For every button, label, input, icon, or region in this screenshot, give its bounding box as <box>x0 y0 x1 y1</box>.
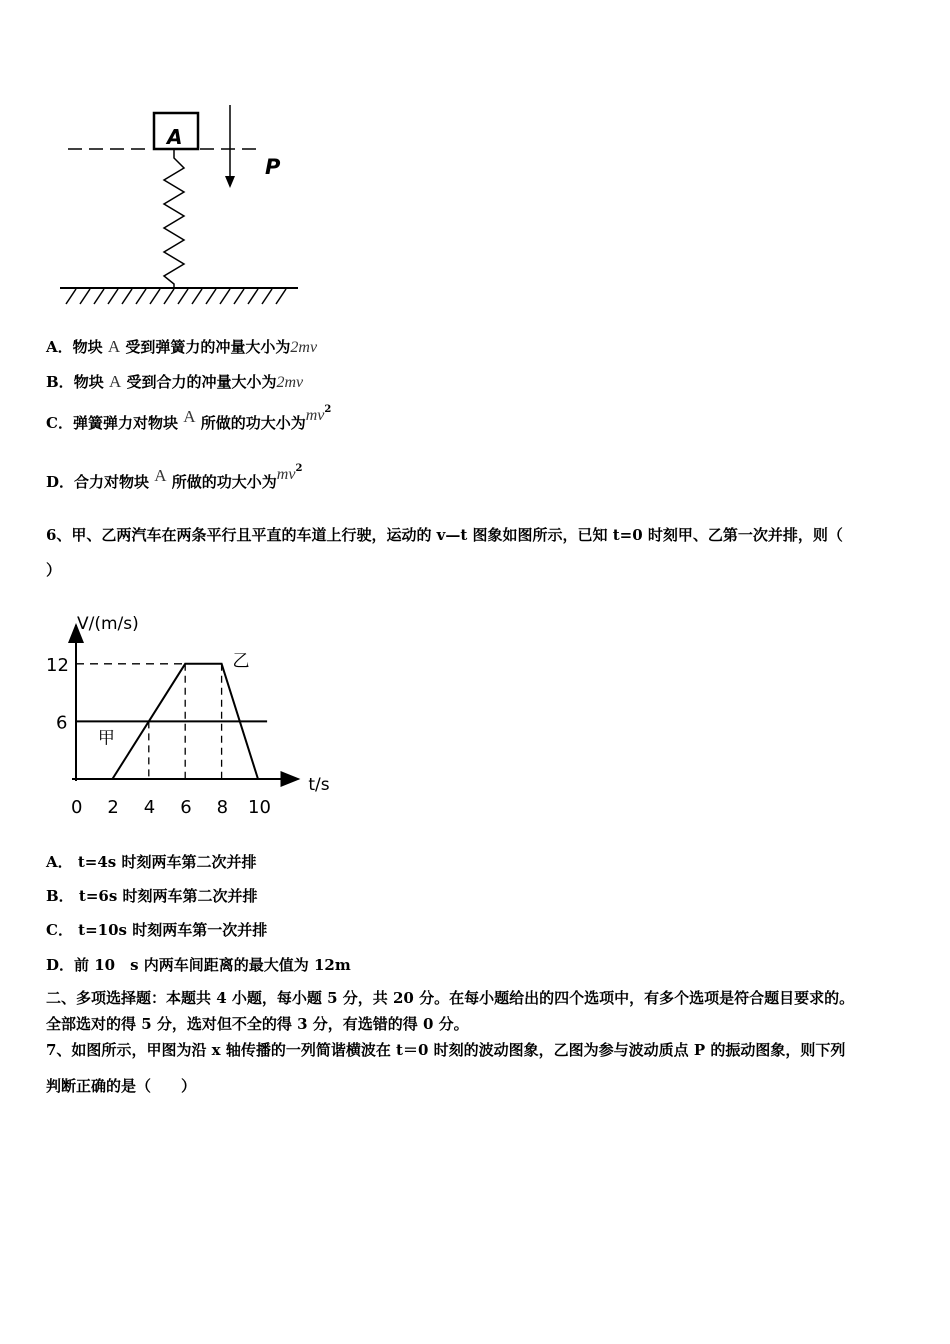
q7-stem-line2: 判断正确的是（ ） <box>46 1077 197 1095</box>
y-tick-6: 6 <box>56 712 68 734</box>
spring-block-figure <box>60 100 320 310</box>
block-label: A <box>167 125 183 149</box>
spring <box>164 150 184 288</box>
q6-option-d: D．前 10 s 内两车间距离的最大值为 12m <box>46 956 351 974</box>
q7-stem-line1: 7、如图所示，甲图为沿 x 轴传播的一列简谐横波在 t＝0 时刻的波动图象，乙图为参与波动质点 P 的振动图象，则下列 <box>46 1041 846 1059</box>
q6-stem-line1: 6、甲、乙两汽车在两条平行且平直的车道上行驶，运动的 v—t 图象如图所示，已知 t=0 时刻甲、乙第一次并排，则（ <box>46 526 843 544</box>
y-axis-label: V/(m/s) <box>77 614 139 634</box>
q5-option-a: A．物块 A 受到弹簧力的冲量大小为2mv <box>46 337 318 356</box>
down-arrow-head <box>225 176 235 188</box>
ground-hatching <box>66 289 286 304</box>
vt-chart <box>40 605 360 830</box>
x-tick-8: 8 <box>216 797 229 818</box>
q6-option-a: A． t=4s 时刻两车第二次并排 <box>46 853 257 871</box>
arrow-label-p: P <box>265 155 281 179</box>
q5-option-d: D．合力对物块 A 所做的功大小为$mv^2$ <box>46 463 303 491</box>
q5-option-b: B．物块 A 受到合力的冲量大小为2mv <box>46 372 304 391</box>
x-tick-6: 6 <box>180 797 192 818</box>
x-tick-4: 4 <box>143 797 156 818</box>
q6-option-b: B． t=6s 时刻两车第二次并排 <box>46 887 258 905</box>
q6-option-c: C． t=10s 时刻两车第一次并排 <box>46 921 268 939</box>
x-tick-0: 0 <box>71 797 83 818</box>
q5-option-c: C．弹簧弹力对物块 A 所做的功大小为$mv^2$ <box>46 404 332 432</box>
x-tick-10: 10 <box>248 797 271 818</box>
section2-heading-line1: 二、多项选择题：本题共 4 小题，每小题 5 分，共 20 分。在每小题给出的四个选项中，有多个选项是符合题目要求的。 <box>46 989 855 1007</box>
x-axis-label: t/s <box>308 775 330 795</box>
section2-heading-line2: 全部选对的得 5 分，选对但不全的得 3 分，有选错的得 0 分。 <box>46 1015 469 1033</box>
q6-stem-line2: ） <box>46 561 62 579</box>
x-tick-2: 2 <box>107 797 119 818</box>
series-label-yi: 乙 <box>232 651 250 672</box>
y-tick-12: 12 <box>46 654 69 676</box>
series-label-jia: 甲 <box>97 728 115 749</box>
